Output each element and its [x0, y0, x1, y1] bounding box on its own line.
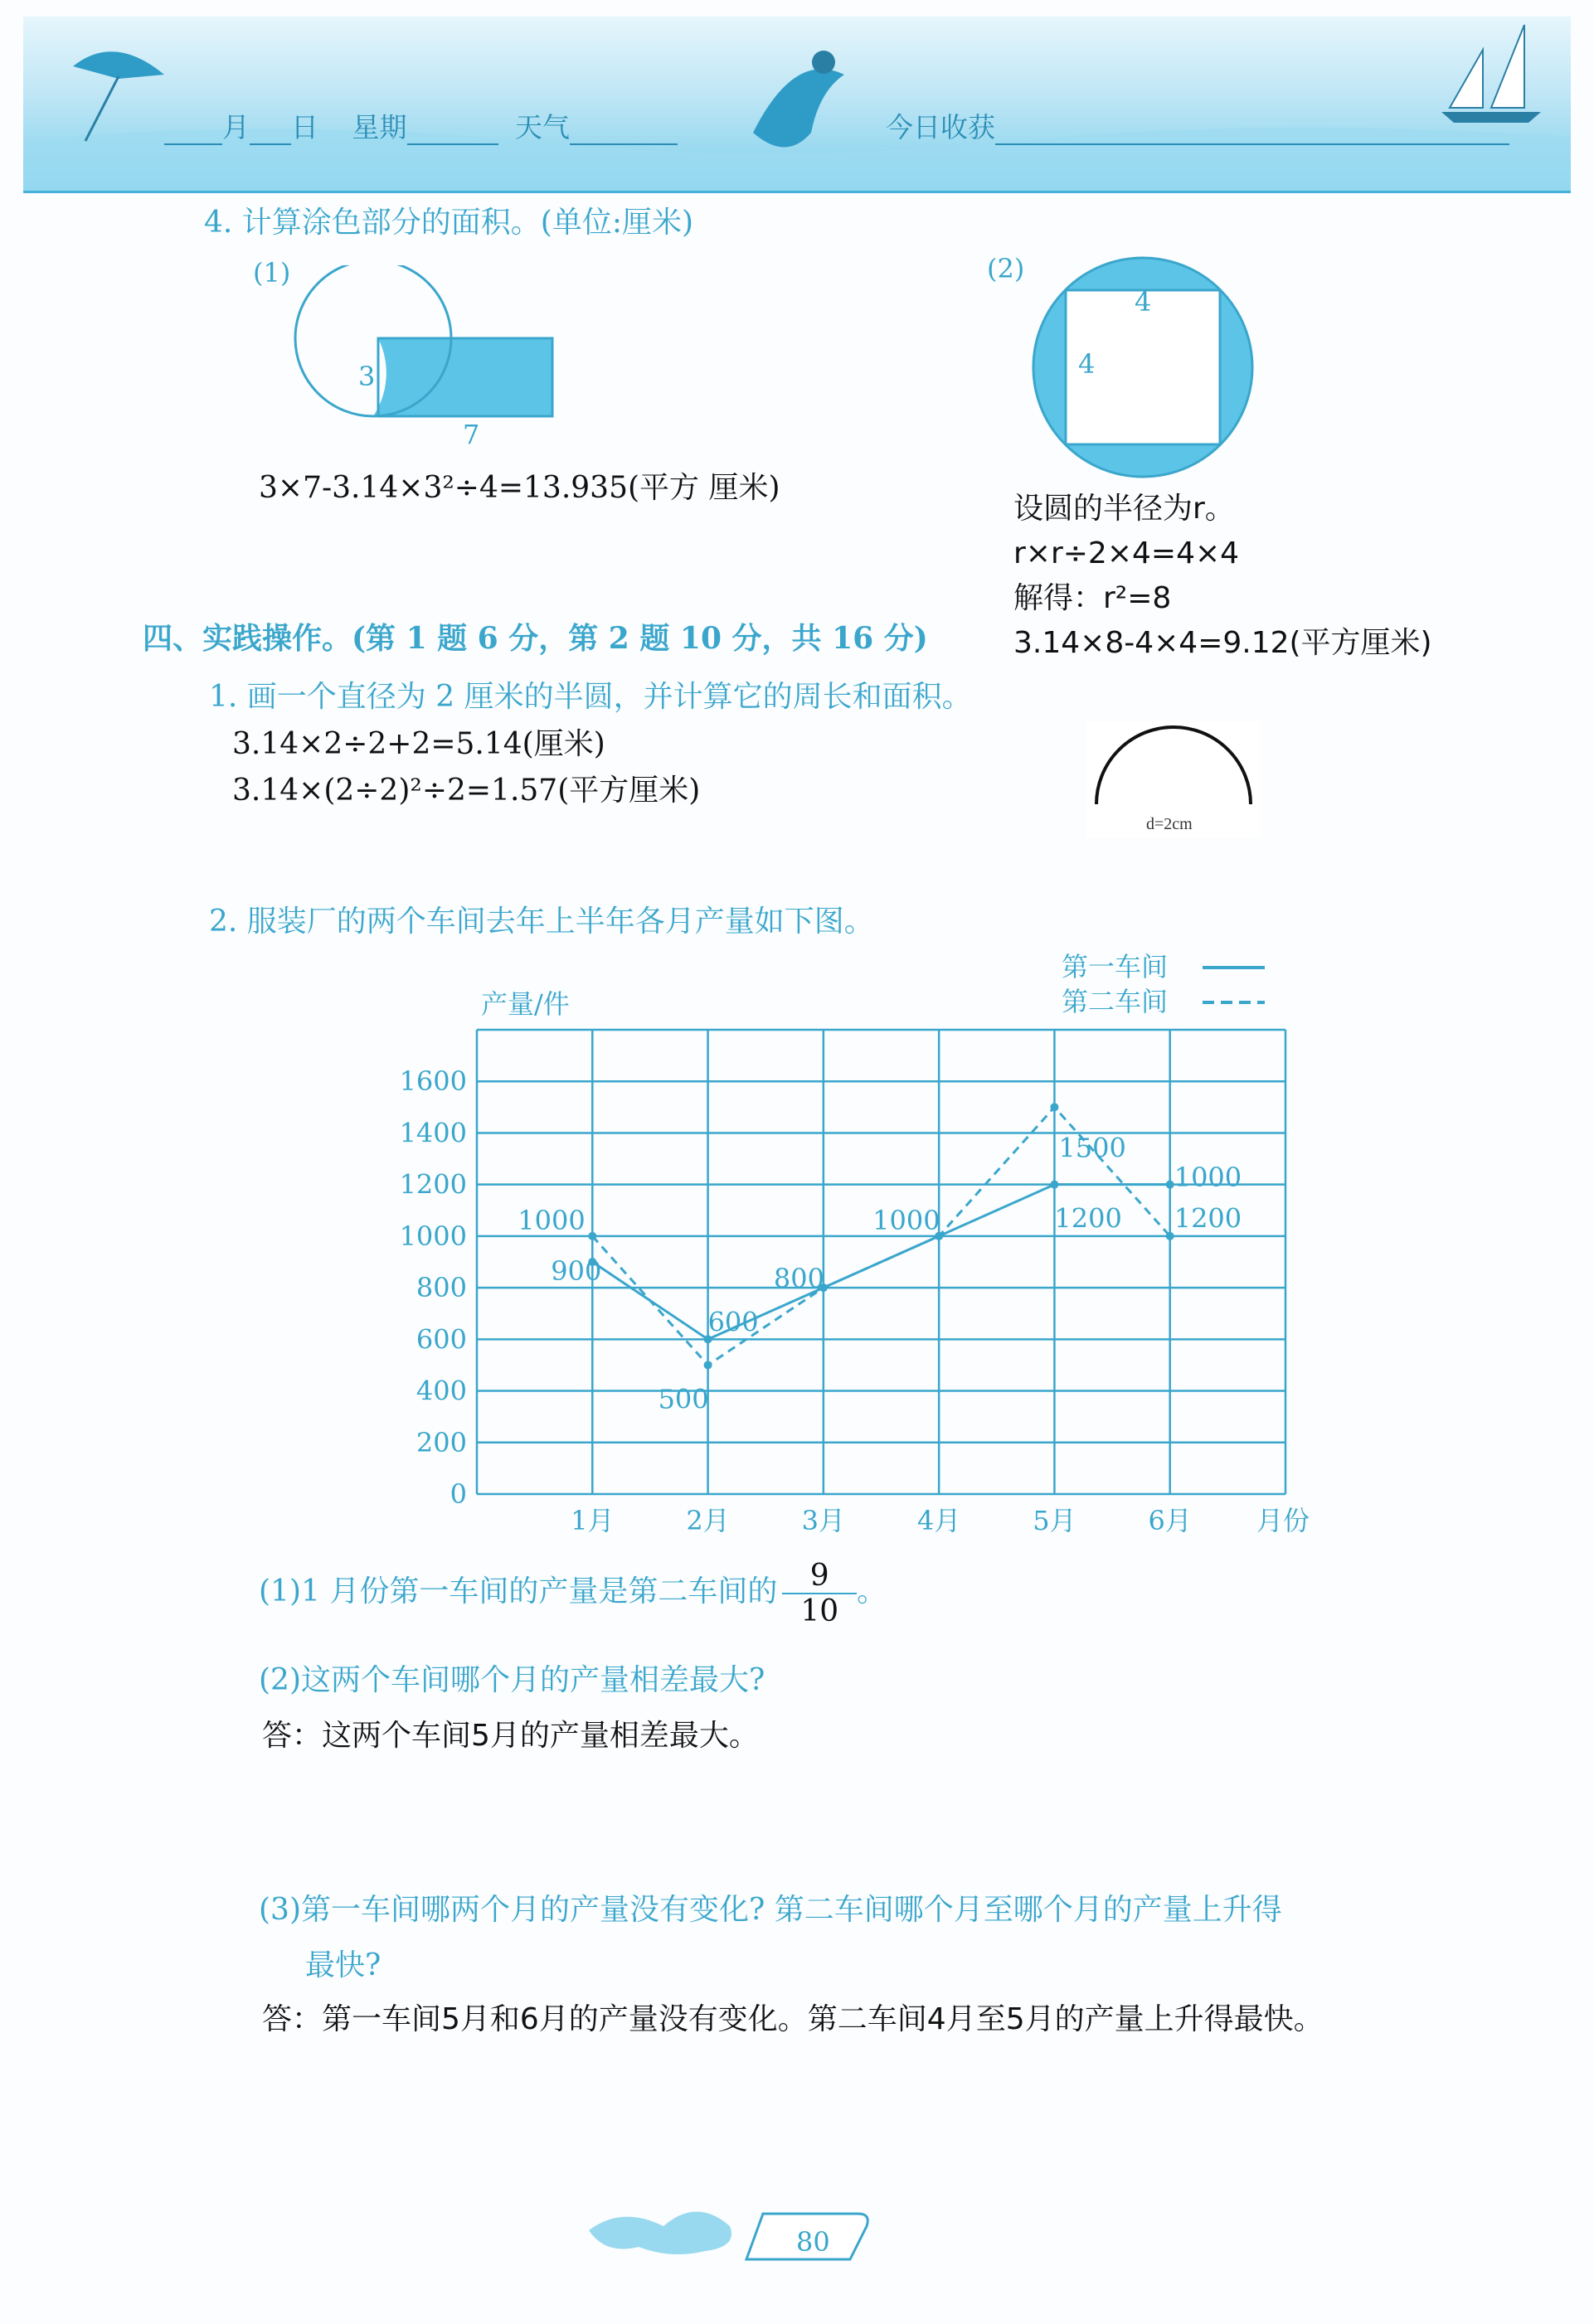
data-label: 1000	[518, 1204, 586, 1236]
q2-sub1-fraction	[782, 1559, 857, 1628]
q2-text: 2. 服装厂的两个车间去年上半年各月产量如下图。	[209, 905, 874, 939]
q4-title: 4. 计算涂色部分的面积。(单位:厘米)	[204, 206, 694, 240]
weekday-label: 星期	[352, 111, 407, 143]
answer-line: 解得：r²=8	[1013, 581, 1172, 615]
date-line	[164, 106, 678, 145]
semicircle-diameter-label: d=2cm	[1146, 815, 1193, 833]
answer-line: 3.14×8-4×4=9.12(平方厘米)	[1013, 626, 1432, 660]
data-label: 600	[707, 1306, 759, 1338]
figure2-top-label: 4	[1135, 286, 1152, 318]
y-tick-label: 0	[450, 1478, 467, 1510]
figure1-width-label: 7	[463, 419, 480, 448]
q4-sub2-label: (2)	[987, 253, 1025, 284]
day-label: 日	[291, 111, 318, 143]
q4-figure1	[290, 265, 564, 448]
q2-sub2-answer: 答：这两个车间5月的产量相差最大。	[262, 1719, 759, 1753]
figure1-height-label: 3	[358, 361, 376, 392]
harvest-line	[886, 106, 1509, 145]
answer-line: 3.14×2÷2+2=5.14(厘米)	[232, 727, 605, 761]
fraction-numerator: 9	[782, 1559, 857, 1594]
x-tick-label: 1月	[571, 1505, 615, 1536]
page-number: 80	[796, 2226, 830, 2258]
data-label: 1000	[872, 1204, 940, 1236]
data-point	[704, 1361, 712, 1369]
q1-answer	[232, 721, 700, 814]
data-point	[588, 1232, 596, 1240]
header-banner	[23, 17, 1571, 193]
q4-sub1-label: (1)	[253, 257, 291, 289]
y-tick-label: 400	[416, 1375, 467, 1407]
data-label: 800	[773, 1263, 824, 1295]
q4-sub1-answer: 3×7-3.14×3²÷4=13.935(平方 厘米)	[259, 471, 780, 505]
y-tick-label: 200	[416, 1426, 467, 1458]
y-tick-label: 600	[416, 1323, 467, 1356]
y-tick-label: 1600	[399, 1065, 467, 1098]
y-tick-label: 800	[416, 1272, 467, 1304]
q2-sub2-text: (2)这两个车间哪个月的产量相差最大?	[259, 1663, 765, 1697]
x-tick-label: 6月	[1148, 1505, 1192, 1536]
legend-series-2-label: 第二车间	[1062, 986, 1169, 1017]
q4-figure2	[1028, 253, 1261, 485]
footer-decoration	[572, 2181, 887, 2272]
section4-title: 四、实践操作。(第 1 题 6 分，第 2 题 10 分，共 16 分)	[143, 621, 928, 656]
production-line-chart	[365, 937, 1344, 1542]
q1-text: 1. 画一个直径为 2 厘米的半圆，并计算它的周长和面积。	[209, 680, 972, 714]
q1-semicircle-figure	[1086, 721, 1261, 837]
data-point	[1050, 1103, 1058, 1111]
harvest-label: 今日收获	[886, 111, 995, 143]
data-label: 500	[658, 1383, 709, 1415]
answer-line: 3.14×(2÷2)²÷2=1.57(平方厘米)	[232, 774, 701, 808]
answer-line: r×r÷2×4=4×4	[1013, 536, 1240, 570]
q2-sub3-answer: 答：第一车间5月和6月的产量没有变化。第二车间4月至5月的产量上升得最快。	[262, 2002, 1324, 2036]
y-tick-label: 1000	[399, 1220, 467, 1252]
x-tick-label: 3月	[801, 1505, 846, 1536]
x-tick-label: 5月	[1033, 1505, 1076, 1536]
figure1-shaded-region	[373, 338, 552, 416]
umbrella-icon	[73, 51, 164, 79]
month-label: 月	[222, 111, 250, 143]
data-point	[1166, 1181, 1174, 1189]
wave-icon	[589, 2212, 731, 2255]
q2-sub3-text-line2: 最快?	[305, 1948, 381, 1982]
y-tick-label: 1400	[399, 1117, 467, 1149]
data-point	[1166, 1232, 1174, 1240]
q4-sub2-answer	[1013, 487, 1432, 666]
data-point	[1050, 1181, 1058, 1189]
x-axis-label: 月份	[1256, 1505, 1310, 1536]
fraction-denominator: 10	[800, 1594, 839, 1628]
chart-legend	[1062, 951, 1265, 1017]
data-label: 1500	[1058, 1132, 1126, 1164]
data-label: 900	[551, 1255, 602, 1287]
y-tick-label: 1200	[399, 1168, 467, 1201]
x-tick-label: 4月	[916, 1505, 961, 1536]
y-axis-label: 产量/件	[481, 988, 570, 1020]
banner-decoration	[23, 17, 1571, 191]
legend-series-1-label: 第一车间	[1062, 951, 1169, 982]
data-label: 1000	[1174, 1161, 1242, 1193]
weather-label: 天气	[515, 111, 570, 143]
q2-sub3-text-line1: (3)第一车间哪两个月的产量没有变化? 第二车间哪个月至哪个月的产量上升得	[259, 1893, 1282, 1927]
x-tick-label: 2月	[686, 1505, 730, 1536]
q2-sub1	[259, 1559, 887, 1628]
figure2-left-label: 4	[1078, 348, 1096, 380]
q2-sub1-end: 。	[857, 1574, 887, 1608]
sailboat-icon	[1450, 50, 1483, 108]
answer-line: 设圆的半径为r。	[1013, 492, 1235, 526]
dolphin-icon	[753, 69, 844, 147]
data-label: 1200	[1054, 1202, 1122, 1235]
q2-sub1-text: (1)1 月份第一车间的产量是第二车间的	[259, 1574, 778, 1608]
data-label: 1200	[1174, 1202, 1242, 1235]
